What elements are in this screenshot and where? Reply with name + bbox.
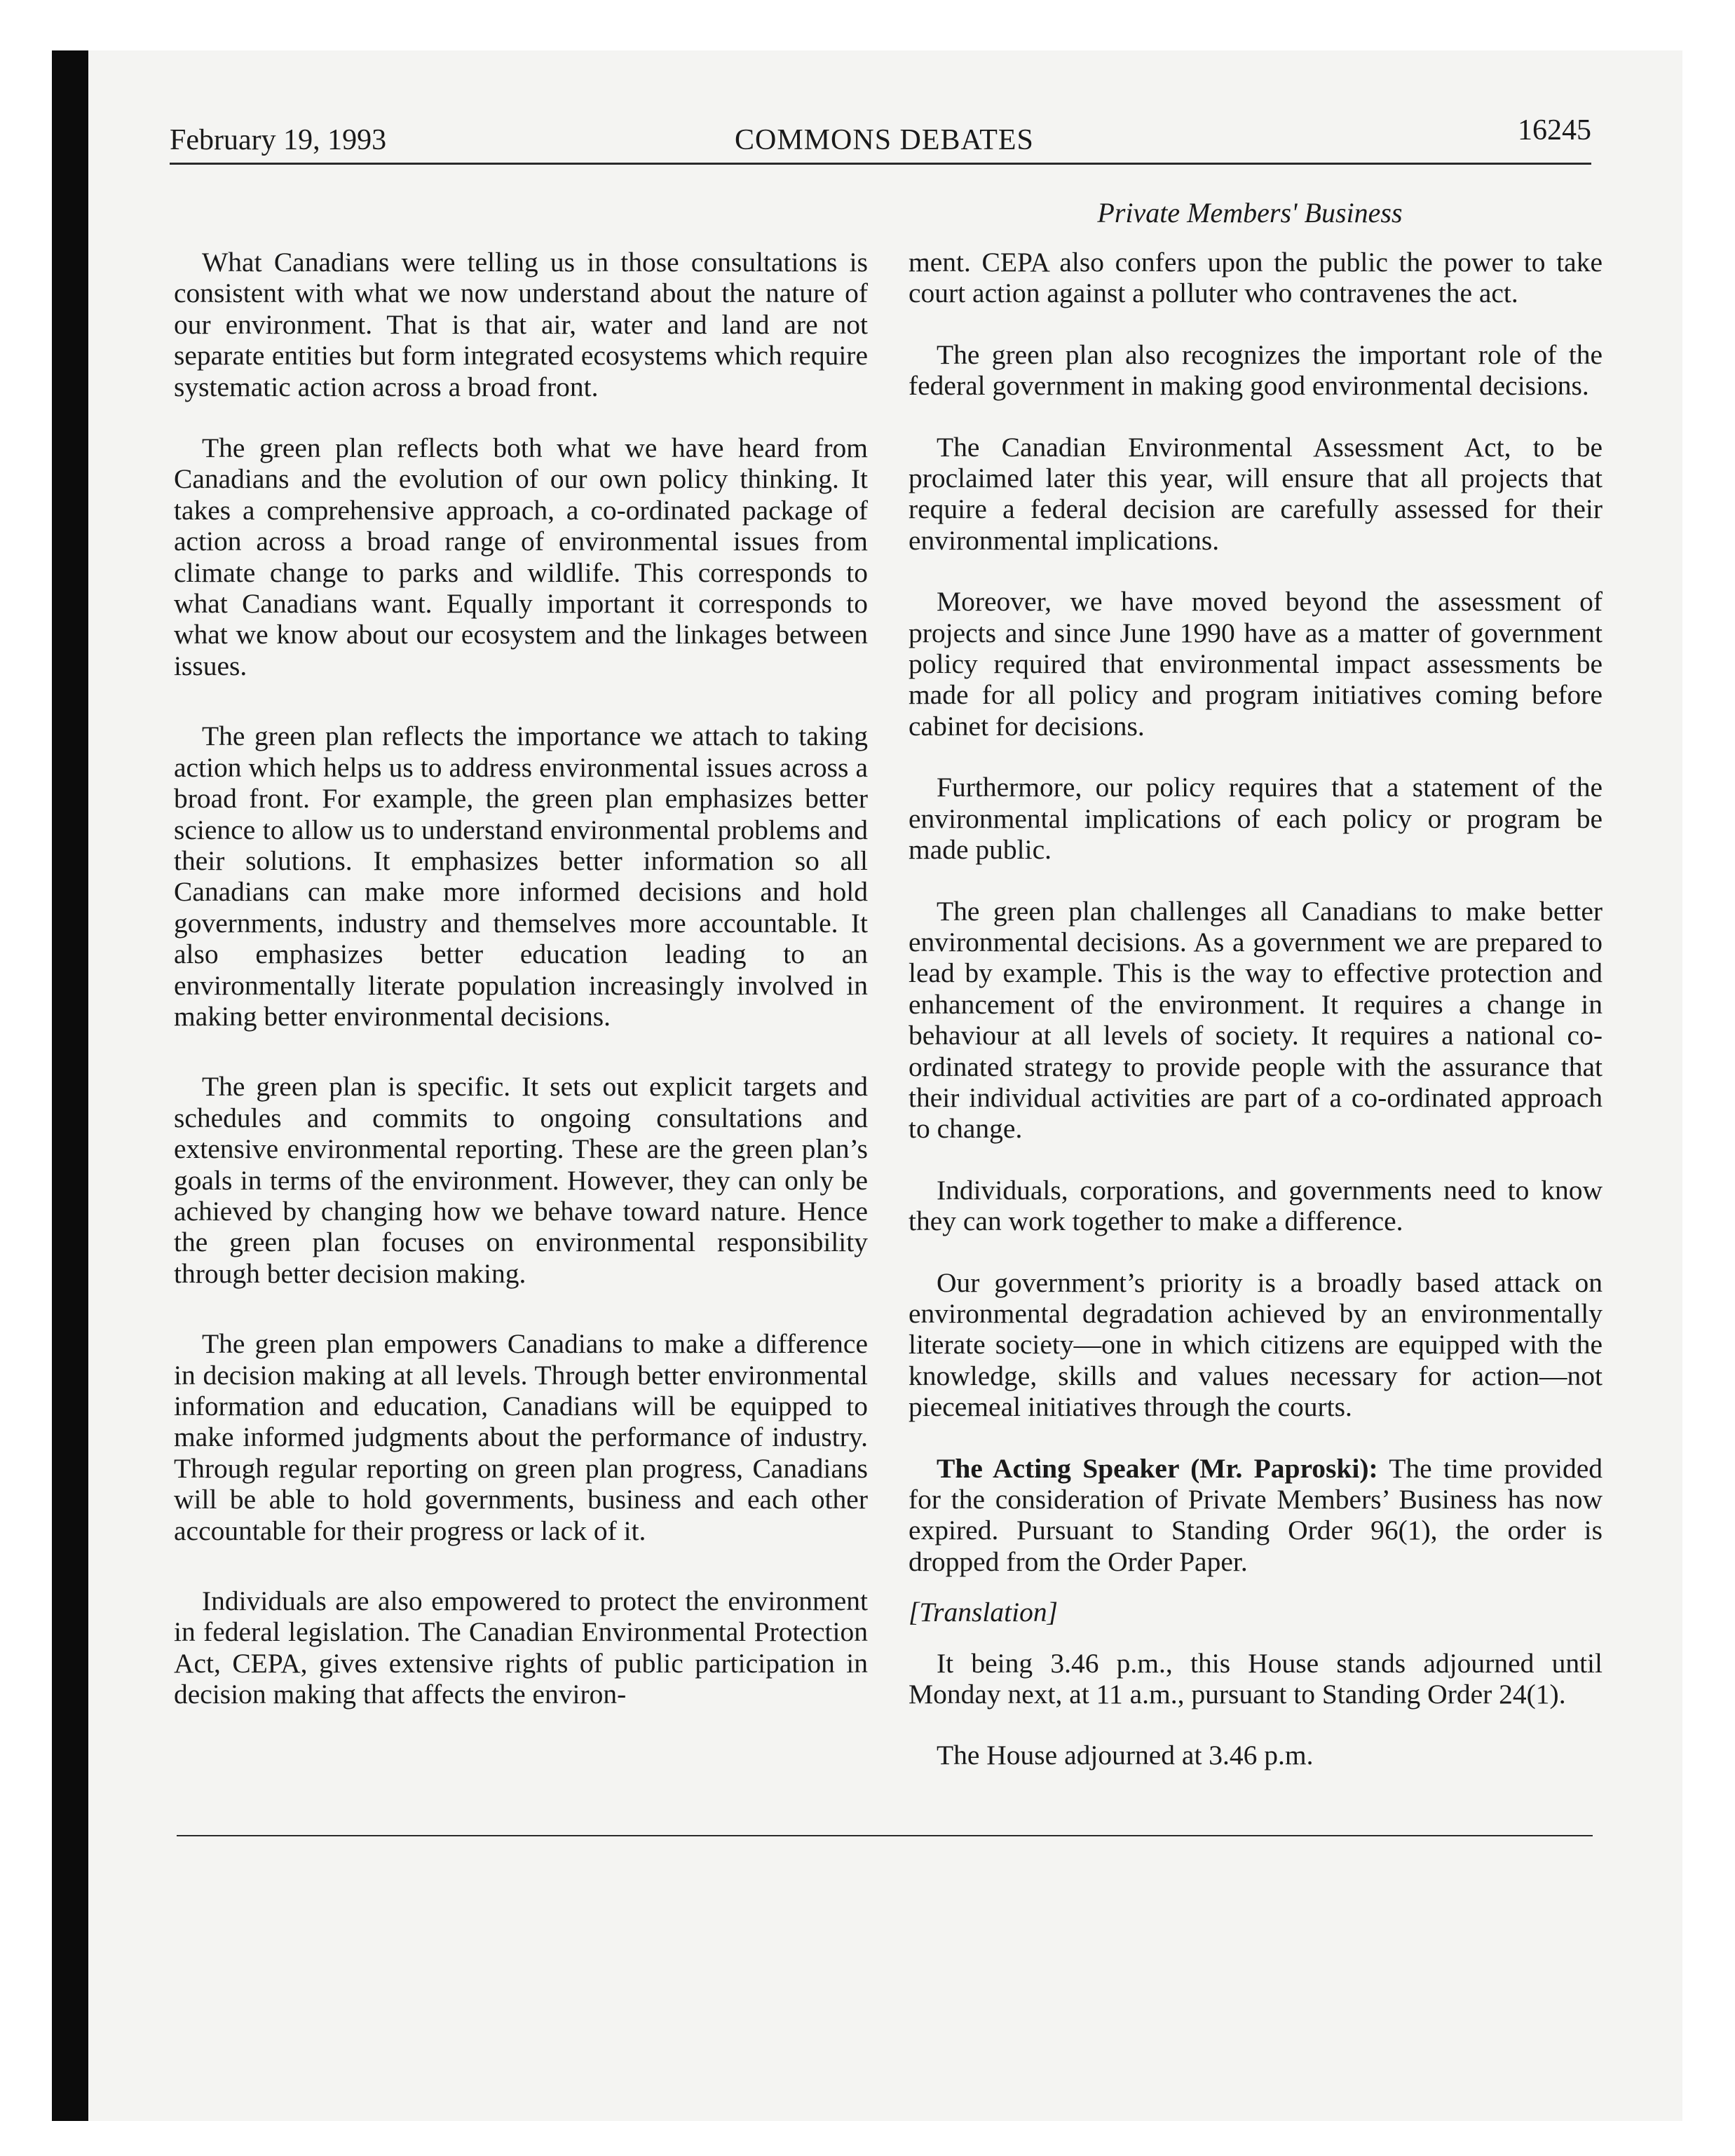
speaker-text: The time provided for the consideration of Private Members’ Business has now expired. Pursuant to Standing Order 96(1), the order is dropped from the Order Paper. (909, 1452, 1603, 1577)
running-head (170, 105, 1591, 161)
adjournment-statement: It being 3.46 p.m., this House stands adjourned until Monday next, at 11 a.m., pursuant to Standing Order 24(1). (909, 1647, 1603, 1710)
section-heading: Private Members' Business (1097, 197, 1403, 228)
paragraph: The green plan reflects the importance we attach to taking action which helps us to address environmental issues across a broad front. For example, the green plan emphasizes better science to allow us to understand environmental problems and their solutions. It emphasizes better information so all Canadians can make more informed decisions and hold governments, industry and themselves more accountable. It also emphasizes better education leading to an environmentally literate population increasingly involved in making better environmental decisions. (174, 721, 868, 1032)
paragraph: Individuals, corporations, and governments need to know they can work together to make a difference. (909, 1174, 1603, 1237)
left-column (174, 247, 868, 1740)
paragraph: The green plan reflects both what we have heard from Canadians and the evolution of our own policy thinking. It takes a comprehensive approach, a co-ordinated package of action across a broad range of environmental issues from climate change to parks and wildlife. This corresponds to what Canadians want. Equally important it corresponds to what we know about our ecosystem and the linkages between issues. (174, 432, 868, 681)
paragraph-continuation: ment. CEPA also confers upon the public the power to take court action against a polluter who contravenes the act. (909, 247, 1603, 309)
paragraph: The green plan empowers Canadians to make a difference in decision making at all levels. Through better environmental information and education, Canadians will be equipped to make informed judgments about the performance of industry. Through regular reporting on green plan progress, Canadians will be able to hold governments, business and each other accountable for their progress or lack of it. (174, 1328, 868, 1546)
footer-rule (177, 1835, 1593, 1836)
speaker-name: The Acting Speaker (Mr. Paproski): (937, 1452, 1378, 1484)
paragraph: Furthermore, our policy requires that a statement of the environmental implications of each policy or program be made public. (909, 772, 1603, 866)
paragraph: The green plan also recognizes the important role of the federal government in making good environmental decisions. (909, 339, 1603, 402)
speaker-intervention (909, 1453, 1603, 1578)
header-publication-title: COMMONS DEBATES (735, 124, 1034, 156)
paragraph: What Canadians were telling us in those consultations is consistent with what we now understand about the nature of our environment. That is that air, water and land are not separate entities but form integrated ecosystems which require systematic action across a broad front. (174, 247, 868, 402)
paragraph: Individuals are also empowered to protect the environment in federal legislation. The Canadian Environmental Protection Act, CEPA, gives extensive rights of public participation in decision making that affects the environ- (174, 1585, 868, 1710)
paragraph: The Canadian Environmental Assessment Act, to be proclaimed later this year, will ensure that all projects that require a federal decision are carefully assessed for their environmental implications. (909, 431, 1603, 556)
translation-note: [Translation] (909, 1597, 1058, 1628)
right-column (909, 247, 1603, 1801)
header-rule (170, 163, 1591, 165)
paragraph: Moreover, we have moved beyond the assessment of projects and since June 1990 have as a matter of government policy required that environmental impact assessments be made for all policy and program initiatives coming before cabinet for decisions. (909, 586, 1603, 742)
adjournment-line: The House adjourned at 3.46 p.m. (937, 1740, 1314, 1771)
paragraph: The green plan challenges all Canadians to make better environmental decisions. As a government we are prepared to lead by example. This is the way to effective protection and enhancement of the environment. It requires a change in behaviour at all levels of society. It requires a national co-ordinated strategy to provide people with the assurance that their individual activities are part of a co-ordinated approach to change. (909, 895, 1603, 1145)
header-page-number: 16245 (1518, 114, 1591, 146)
binding-edge-shadow (52, 50, 88, 2121)
paragraph: Our government’s priority is a broadly based attack on environmental degradation achieved by an environmentally literate society—one in which citizens are equipped with the knowledge, skills and values necessary for action—not piecemeal initiatives through the courts. (909, 1267, 1603, 1423)
header-date: February 19, 1993 (170, 124, 387, 156)
paragraph: The green plan is specific. It sets out explicit targets and schedules and commits to ongoing consultations and extensive environmental reporting. These are the green plan’s goals in terms of the environment. However, they can only be achieved by changing how we behave toward nature. Hence the green plan focuses on environmental responsibility through better decision making. (174, 1071, 868, 1289)
